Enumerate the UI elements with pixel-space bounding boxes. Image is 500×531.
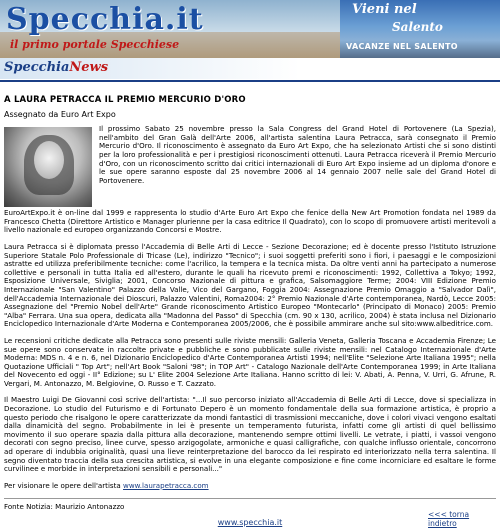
article-subtitle: Assegnato da Euro Art Expo [4,109,116,119]
artist-photo [4,127,92,207]
footer-site-link[interactable]: www.specchia.it [217,518,283,527]
article-lead: Il prossimo Sabato 25 novembre presso la Sala Congress del Grand Hotel di Portovenere (La Spezia), nell'ambito del Gran Galà dell'Arte 2006, all'artista salentina Laura Petracca, sarà consegnato il Premio Mercurio d'Oro. Il riconoscimento è assegnato da Euro Art Expo, che ha selezionato Artisti che si sono distinti per la loro professionalità e per i prestigiosi riconoscimenti ottenuti. Laura Petracca riceverà il Premio Mercurio d'Oro, con un riconoscimento scritto dai critici internazionali di Euro Art Expo insieme ad un diploma d'onore e le sue opere saranno esposte dal 25 novembre 2006 al 14 gennaio 2007 nelle sale del Grand Hotel di Portovenere. [99,124,496,185]
article-paragraph: Le recensioni critiche dedicate alla Petracca sono presenti sulle riviste mensili: Galleria Veneta, Galleria Toscana e Accademia Firenze; Le sue opere sono conservate in raccolte private e pubbliche e sono pubblicate sulle riviste mensili: nel Catalogo Internazionale d'Arte Moderna: MDS n. 4 e n. 6, nel Dizionario Enciclopedico d'Arte Contemporanea Artisti 1994; nell'Elite "Selezione Arte Italiana 1995"; nella Quotazione Ufficiali " Top Art"; nell'Art Book "Saloni '98"; in TOP Art" - Catalogo Nazionale dell'Arte Contemporanea 1999; in Arte Italiana del Novecento ed oggi - II° Edizione; su L' Elite 2004 Selezione Arte Italiana. Hanno scritto di lei: V. Abati, A. Penna, V. Urri, G. Afrune, R. Vergari, M. Antonazzo, M. Belgiovine, O. Russo e T. Cazzato. [4,335,496,388]
news-brand-b: News [69,60,109,75]
specchia-news-logo [4,60,108,75]
article-lead-block [4,124,496,209]
salento-ad-title[interactable]: Vieni nel [352,2,417,17]
site-tagline: il primo portale Specchiese [10,38,180,51]
footer-site-wrap [0,518,500,527]
artist-website-link[interactable]: www.laurapetracca.com [123,480,209,490]
article-paragraph: EuroArtExpo.it è on-line dal 1999 e rappresenta lo studio d'Arte Euro Art Expo che fenice della New Art Promotion fondata nel 1989 da Francesco Chetta (Direttore Artistico e Manager plurienne per la casa editrice Il Quadrato), con lo scopo di promuovere artisti meritevoli a livello nazionale ed europeo organizzando Concorsi e Mostre. [4,208,496,235]
article-source: Fonte Notizia: Maurizio Antonazzo [4,502,125,512]
back-link[interactable]: <<< torna indietro [428,510,470,528]
article-title: A LAURA PETRACCA IL PREMIO MERCURIO D'ORO [4,95,246,105]
article-divider [4,498,496,499]
news-brand-a: Specchia [4,60,70,75]
salento-ad-caption[interactable]: VACANZE NEL SALENTO [346,42,458,51]
article-paragraph: Laura Petracca si è diplomata presso l'Accademia di Belle Arti di Lecce - Sezione Decorazione; ed è docente presso l'Istituto Istruzione Superiore Statale Polo Professionale di Tricase (Le), indirizzo "Tecnico"; i suoi soggetti preferiti sono i fiori, i paesaggi e le composizioni astratte ed utilizza preferibilmente tecniche: come l'acrilico, la tempera e la tecnica mista. Da oltre venti anni ha partecipato a numerose collettive e personali in tutta Italia ed all'estero, durante le quali ha ricevuto premi e riconoscimenti: 1992, Collettiva a Tokyo; 1992, Esposizione Universale, Siviglia; 2001, Concorso Nazionale di pittura e grafica, Salsomaggiore Terme; 2004: VIII Edizione Premio Internazionale "San Valentino" Palazzo della Valle, Vico del Gargano, Foggia 2004: Assegnazione Premio Omaggio a "Salvador Dalì", dell'Accademia Internazionale dei Dioscuri, Palazzo Valentini, Roma2004: 2° Premio Nazionale d'Arte contemporanea, Nardò, Lecce 2005: Assegnazione del "Premio Nobel dell'Arte" Grande riconoscimento Artistico Europeo "Montecarlo" (Principato di Monaco) 2005: Premio "Alba" Ferrara. Una sua opera, dedicata alla "Madonna del Passo" di Specchia (cm. 90 x 130, acrilico, 2004) è stata inclusa nel Dizionario Enciclopedico Internazionale d'Arte Moderna e Contemporanea 2005/2006, che è possibile ammirare anche sul sito:www.albeditrice.com. [4,241,496,329]
header-banner [0,0,500,58]
artist-link-prefix: Per visionare le opere dell'artista [4,480,121,490]
article [4,82,496,512]
article-paragraph: Il Maestro Luigi De Giovanni così scrive dell'artista: "...Il suo percorso iniziato all'Accademia di Belle Arti di Lecce, dove si specializza in Decorazione. Lo studio del Futurismo e di Fortunato Depero è un momento fondamentale della sua formazione artistica, è proprio a questo periodo che risalgono le opere caratterizzate da mondi fantastici di trasmissioni meccaniche, dove i colori vivaci vengono esaltati dalla dinamicità del segno. Probabilmente in lei è presente un temperamento futurista, infatti come gli artisti di quel bellissimo movimento il suo operare spazia dalla pittura alla decorazione, mantenendo sempre ottimi livelli. Le vetrate, i piatti, i vassoi vengono decorati con segno preciso, linee curve, spesso arzigogolate, armoniche e quasi calligrafiche, con qualche influsso orientale, concorrono ad operare di indubbia originalità, quasi una lieve reinterpretazione del barocco da lei respirato ed interiorizzato nella terra salentina. Il segno diventato traccia della sua crescita artistica, si evolve in una elegante composizione e fine come incorniciare ed esaltare le forme curvilinee e morbide in interpretazioni sensibili e personali..." [4,395,496,474]
salento-ad-subtitle[interactable]: Salento [392,20,443,34]
article-paragraph [4,482,496,491]
site-logo[interactable]: Specchia.it [6,2,204,37]
